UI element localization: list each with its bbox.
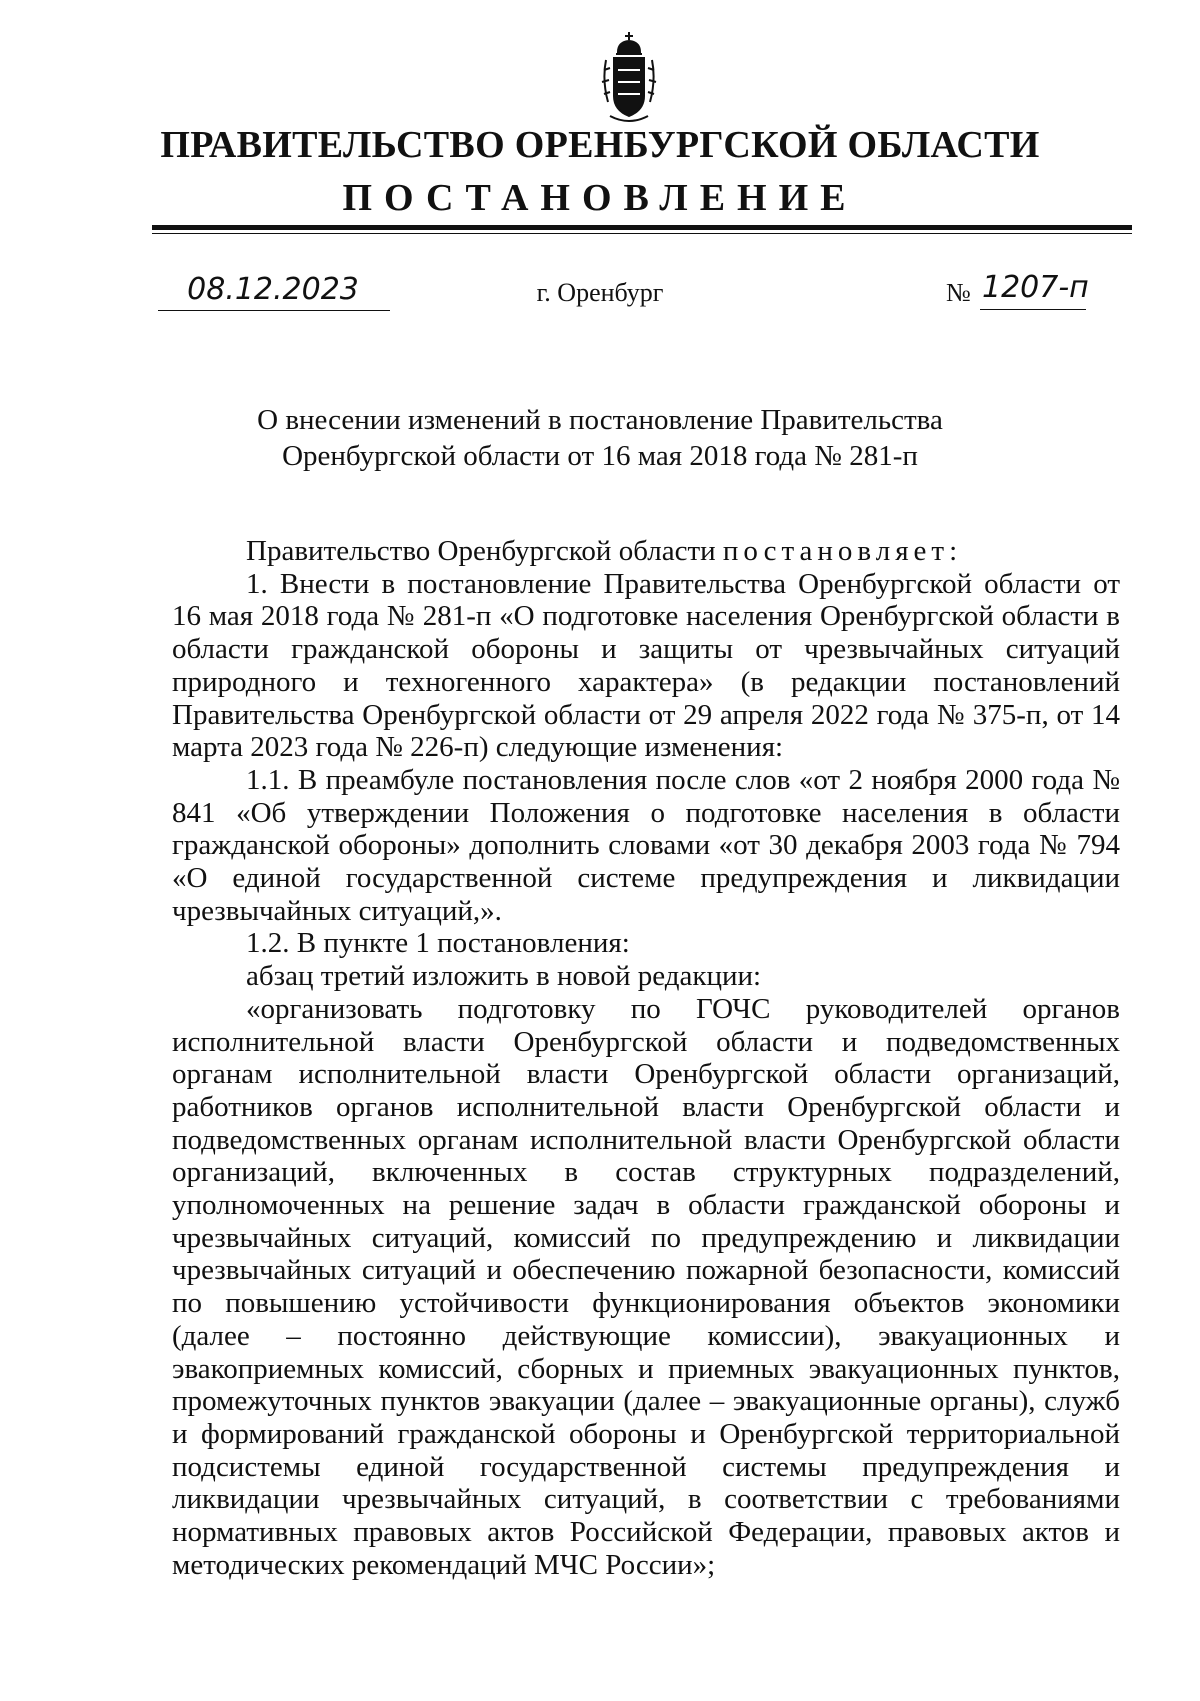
subject-line-1: О внесении изменений в постановление Правительства [257,404,943,436]
intro-start: Правительство Оренбургской области [246,535,723,567]
document-city: г. Оренбург [536,278,664,307]
paragraph-quote: «организовать подготовку по ГОЧС руководителей органов исполнительной власти Оренбургской области и подведомственных органам исполнительной власти Оренбургской области организаций, работников органов исполнительной власти Оренбургской области и подведомственных органам исполнительной власти Оренбургской области организаций, включенных в состав структурных подразделений, уполномоченных на решение задач в области гражданской обороны и чрезвычайных ситуаций, комиссий по предупреждению и ликвидации чрезвычайных ситуаций и обеспечению пожарной безопасности, комиссий по повышению устойчивости функционирования объектов экономики (далее – постоянно действующие комиссии), эвакуационных и эвакоприемных комиссий, сборных и приемных эвакуационных пунктов, промежуточных пунктов эвакуации (далее – эвакуационные органы), служб и формирований гражданской обороны и Оренбургской территориальной подсистемы единой государственной системы предупреждения и ликвидации чрезвычайных ситуаций, в соответствии с требованиями нормативных правовых актов Российской Федерации, правовых актов и методических рекомендаций МЧС России»; [172,992,1120,1581]
document-subject [0,402,1200,474]
intro-end: : [949,535,958,567]
paragraph-1-2: 1.2. В пункте 1 постановления: [246,927,630,960]
date-underline [158,310,390,311]
paragraph-1-1: 1.1. В преамбуле постановления после слов «от 2 ноября 2000 года № 841 «Об утверждении Положения о подготовке населения в области гражданской обороны» дополнить словами «от 30 декабря 2003 года № 794 «О единой государственной системе предупреждения и ликвидации чрезвычайных ситуаций,». [172,763,1120,927]
number-underline [980,309,1086,310]
document-body [172,535,1120,1582]
document-type-title: ПОСТАНОВЛЕНИЕ [342,177,858,219]
header-rule-thick [152,225,1132,230]
subject-line-2: Оренбургской области от 16 мая 2018 года № 281-п [282,440,918,472]
intro-spaced-word: постановляет [722,535,950,567]
number-sign: № [946,278,971,307]
document-number: 1207-п [982,270,1089,305]
document-date: 08.12.2023 [187,272,359,307]
paragraph-1: 1. Внести в постановление Правительства Оренбургской области от 16 мая 2018 года № 281-п «О подготовке населения Оренбургской области в области гражданской обороны и защиты от чрезвычайных ситуаций природного и техногенного характера» (в редакции постановлений Правительства Оренбургской области от 29 апреля 2022 года № 375-п, от 14 марта 2023 года № 226-п) следующие изменения: [172,567,1120,764]
paragraph-abzac: абзац третий изложить в новой редакции: [246,960,762,993]
header-rule-thin [152,233,1132,234]
government-title: ПРАВИТЕЛЬСТВО ОРЕНБУРГСКОЙ ОБЛАСТИ [160,124,1040,166]
oblast-coat-of-arms-icon [598,30,660,126]
intro-paragraph [172,535,1120,568]
